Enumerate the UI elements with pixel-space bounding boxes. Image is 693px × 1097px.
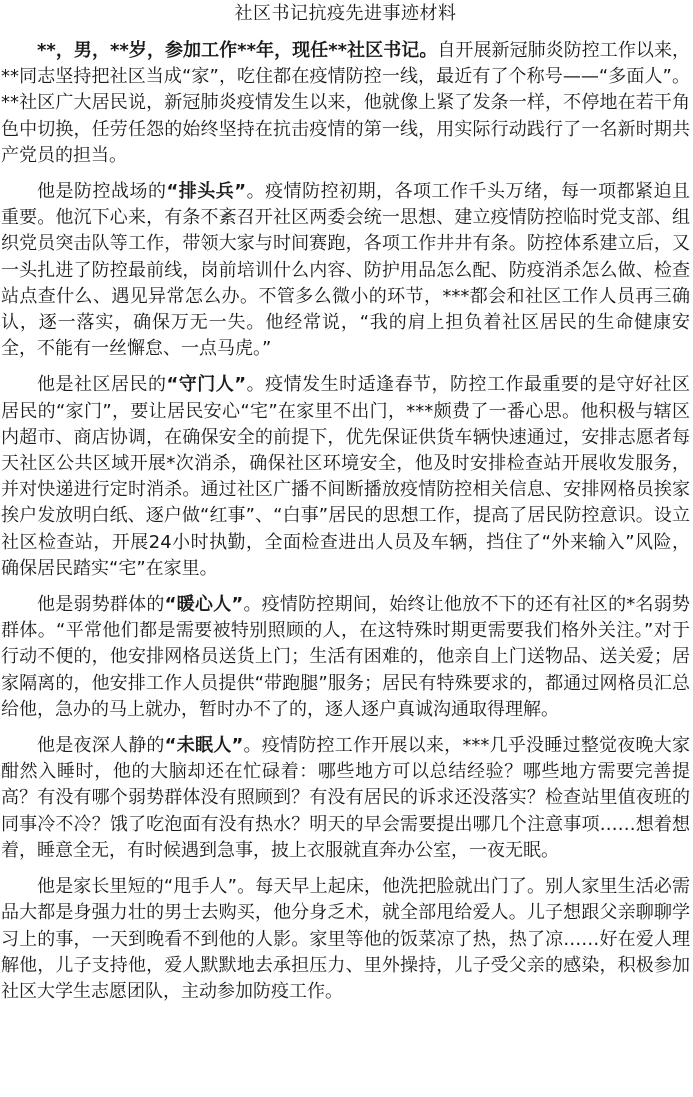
paragraph-lead: “排头兵” — [166, 181, 247, 203]
paragraph-sleepless — [1, 733, 690, 864]
paragraph-lead: “守门人” — [166, 374, 247, 396]
paragraph-prefix: 他是防控战场的 — [37, 181, 167, 203]
paragraph-prefix: 他是家长里短的“甩手人”。 — [37, 876, 256, 898]
paragraph-body: 。疫情防控初期，各项工作千头万绪，每一项都紧迫且重要。他沉下心来，有条不紊召开社区两委会统一思想、建立疫情防控临时党支部、组织党员突击队等工作，带领大家与时间赛跑，各项工作井井有条。防控体系建立后，又一头扎进了防控最前线，岗前培训什么内容、防护用品怎么配、防疫消杀怎么做、检查站点查什么、遇见异常怎么办。不管多么微小的环节，***都会和社区工作人员再三确认，逐一落实，确保万无一失。他经常说，“我的肩上担负着社区居民的生命健康安全，不能有一丝懈怠、一点马虎。” — [1, 181, 690, 360]
paragraph-body: 。疫情防控期间，始终让他放不下的还有社区的*名弱势群体。“平常他们都是需要被特别照顾的人，在这特殊时期更需要我们格外关注。”对于行动不便的，他安排网格员送货上门；生活有困难的，他亲自上门送物品、送关爱；居家隔离的，他安排工作人员提供“带跑腿”服务；居民有特殊要求的，都通过网格员汇总给他，急办的马上就办，暂时办不了的，逐人逐户真诚沟通取得理解。 — [1, 594, 690, 720]
document-title: 社区书记抗疫先进事迹材料 — [234, 3, 457, 24]
paragraph-prefix: 他是弱势群体的 — [37, 594, 165, 616]
paragraph-lead: “未眠人” — [164, 735, 244, 757]
paragraph-body: 。疫情防控工作开展以来，***几乎没睡过整觉夜晚大家酣然入睡时，他的大脑却还在忙碌着：哪些地方可以总结经验？哪些地方需要完善提高？有没有哪个弱势群体没有照顾到？有没有居民的诉求还没落实？检查站里值夜班的同事冷不冷？饿了吃泡面有没有热水？明天的早会需要提出哪几个注意事项……想着想着，睡意全无，有时候遇到急事，披上衣服就直奔办公室，一夜无眠。 — [1, 735, 691, 861]
paragraph-intro — [1, 38, 690, 169]
paragraph-body: 自开展新冠肺炎防控工作以来，**同志坚持把社区当成“家”，吃住都在疫情防控一线，最近有了个称号——“多面人”。**社区广大居民说，新冠肺炎疫情发生以来，他就像上紧了发条一样，不停地在若干角色中切换，任劳任怨的始终坚持在抗击疫情的第一线，用实际行动践行了一名新时期共产党员的担当。 — [1, 40, 691, 166]
paragraph-family — [1, 874, 690, 1005]
paragraph-body: 。疫情发生时适逢春节，防控工作最重要的是守好社区居民的“家门”，要让居民安心“宅”在家里不出门，***颇费了一番心思。他积极与辖区内超市、商店协调，在确保安全的前提下，优先保证供货车辆快速通过，安排志愿者每天社区公共区域开展*次消杀，确保社区环境安全，他及时安排检查站开展收发服务，并对快递进行定时消杀。通过社区广播不间断播放疫情防控相关信息、安排网格员挨家挨户发放明白纸、逐户做“红事”、“白事”居民的思想工作，提高了居民防控意识。设立社区检查站，开展24小时执勤，全面检查进出人员及车辆，挡住了“外来输入”风险，确保居民踏实“宅”在家里。 — [1, 374, 690, 579]
paragraph-prefix: 他是夜深人静的 — [37, 735, 165, 757]
paragraph-caregiver — [1, 592, 690, 723]
paragraph-lead: “暖心人” — [164, 594, 244, 616]
paragraph-vanguard — [1, 179, 690, 362]
paragraph-lead: **，男，**岁，参加工作**年，现任**社区书记。 — [37, 40, 438, 61]
paragraph-prefix: 他是社区居民的 — [37, 374, 167, 396]
paragraph-body: 每天早上起床，他洗把脸就出门了。别人家里生活必需品大都是身强力壮的男士去购买，他分身乏术，就全部甩给爱人。儿子想跟父亲聊聊学习上的事，一天到晚看不到他的人影。家里等他的饭菜凉了热，热了凉……好在爱人理解他，儿子支持他，爱人默默地去承担压力、里外操持，儿子受父亲的感染，积极参加社区大学生志愿团队，主动参加防疫工作。 — [1, 876, 690, 1002]
paragraph-gatekeeper — [1, 372, 690, 582]
